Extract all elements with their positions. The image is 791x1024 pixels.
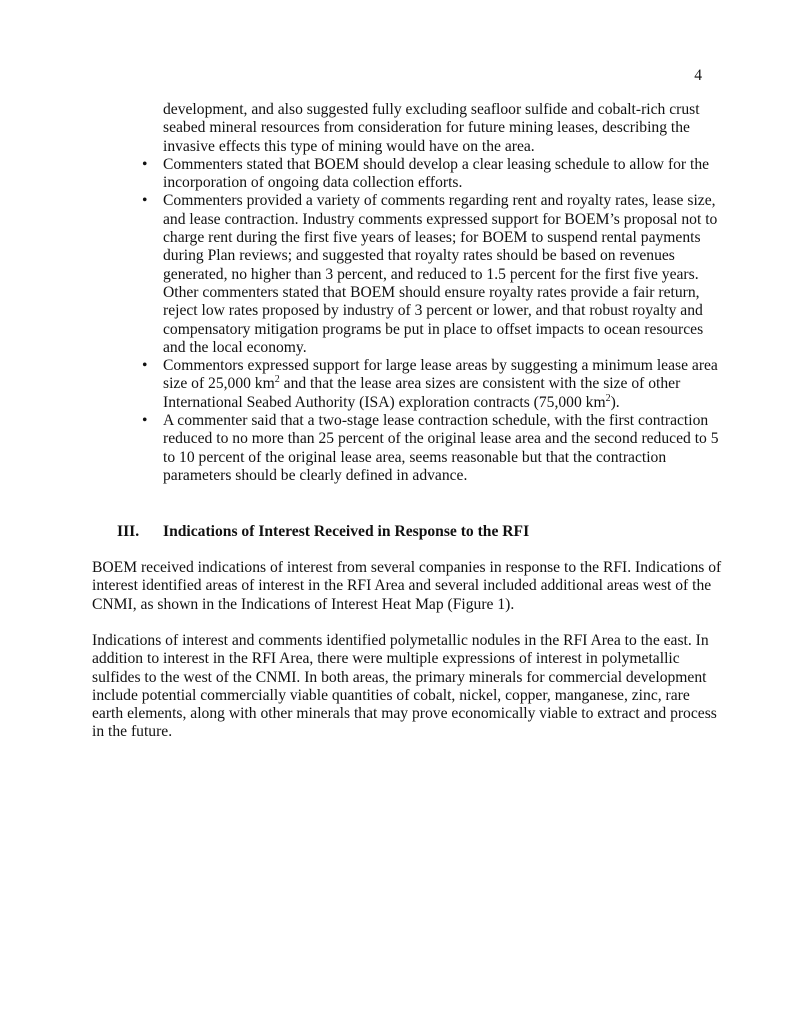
bullet-icon: •: [142, 357, 148, 375]
section-number: III.: [117, 523, 140, 540]
bullet-icon: •: [142, 155, 148, 173]
bullet-item: [142, 192, 723, 357]
section-heading: [117, 523, 529, 541]
paragraph: Indications of interest and comments identified polymetallic nodules in the RFI Area to the east. In addition to interest in the RFI Area, there were multiple expressions of interest in polymetallic sulfides to the west of the CNMI. In both areas, the primary minerals for commercial development include potential commercially viable quantities of cobalt, nickel, copper, manganese, zinc, rare earth elements, along with other minerals that may prove economically viable to extract and process in the future.: [92, 632, 717, 741]
bullet-text-part: Commentors expressed support for large lease areas by suggesting a minimum lease area size of 25,000 km: [163, 357, 718, 393]
bullet-text: A commenter said that a two-stage lease contraction schedule, with the first contraction reduced to no more than 25 percent of the original lease area and the second reduced to 5 to 10 percent of the original lease area, seems reasonable but that the contraction parameters should be clearly defined in advance.: [163, 412, 719, 484]
bullet-text-part: and that the lease area sizes are consistent with the size of other International Seabed Authority (ISA) exploration contracts (75,000 km: [163, 375, 681, 411]
bullet-icon: •: [142, 192, 148, 210]
paragraph: BOEM received indications of interest from several companies in response to the RFI. Indications of interest identified areas of interest in the RFI Area and several included additional areas west of the CNMI, as shown in the Indications of Interest Heat Map (Figure 1).: [92, 559, 722, 613]
bullet-list-region: [142, 101, 723, 485]
bullet-text: Commenters provided a variety of comments regarding rent and royalty rates, lease size, and lease contraction. Industry comments expressed support for BOEM’s proposal not to charge rent during the first five years of leases; for BOEM to suspend rental payments during Plan reviews; and suggested that royalty rates should be based on revenues generated, no higher than 3 percent, and reduced to 1.5 percent for the first five years. Other commenters stated that BOEM should ensure royalty rates provide a fair return, reject low rates proposed by industry of 3 percent or lower, and that robust royalty and compensatory mitigation programs be put in place to offset impacts to ocean resources and the local economy.: [163, 192, 718, 356]
bullet-text: Commenters stated that BOEM should develop a clear leasing schedule to allow for the incorporation of ongoing data collection efforts.: [163, 155, 710, 192]
continued-bullet-text: development, and also suggested fully excluding seafloor sulfide and cobalt-rich crust seabed mineral resources from consideration for future mining leases, describing the invasive effects this type of mining would have on the area.: [163, 101, 700, 155]
superscript: 2: [605, 392, 611, 404]
bullet-icon: •: [142, 412, 148, 430]
bullet-item: [142, 155, 723, 193]
bullet-item: [142, 412, 723, 485]
section-title: Indications of Interest Received in Response to the RFI: [163, 523, 530, 540]
superscript: 2: [274, 374, 280, 386]
bullet-text-part: ).: [610, 393, 620, 411]
bullet-list: [142, 155, 723, 485]
page-number: 4: [694, 67, 702, 84]
bullet-item: [142, 357, 723, 412]
